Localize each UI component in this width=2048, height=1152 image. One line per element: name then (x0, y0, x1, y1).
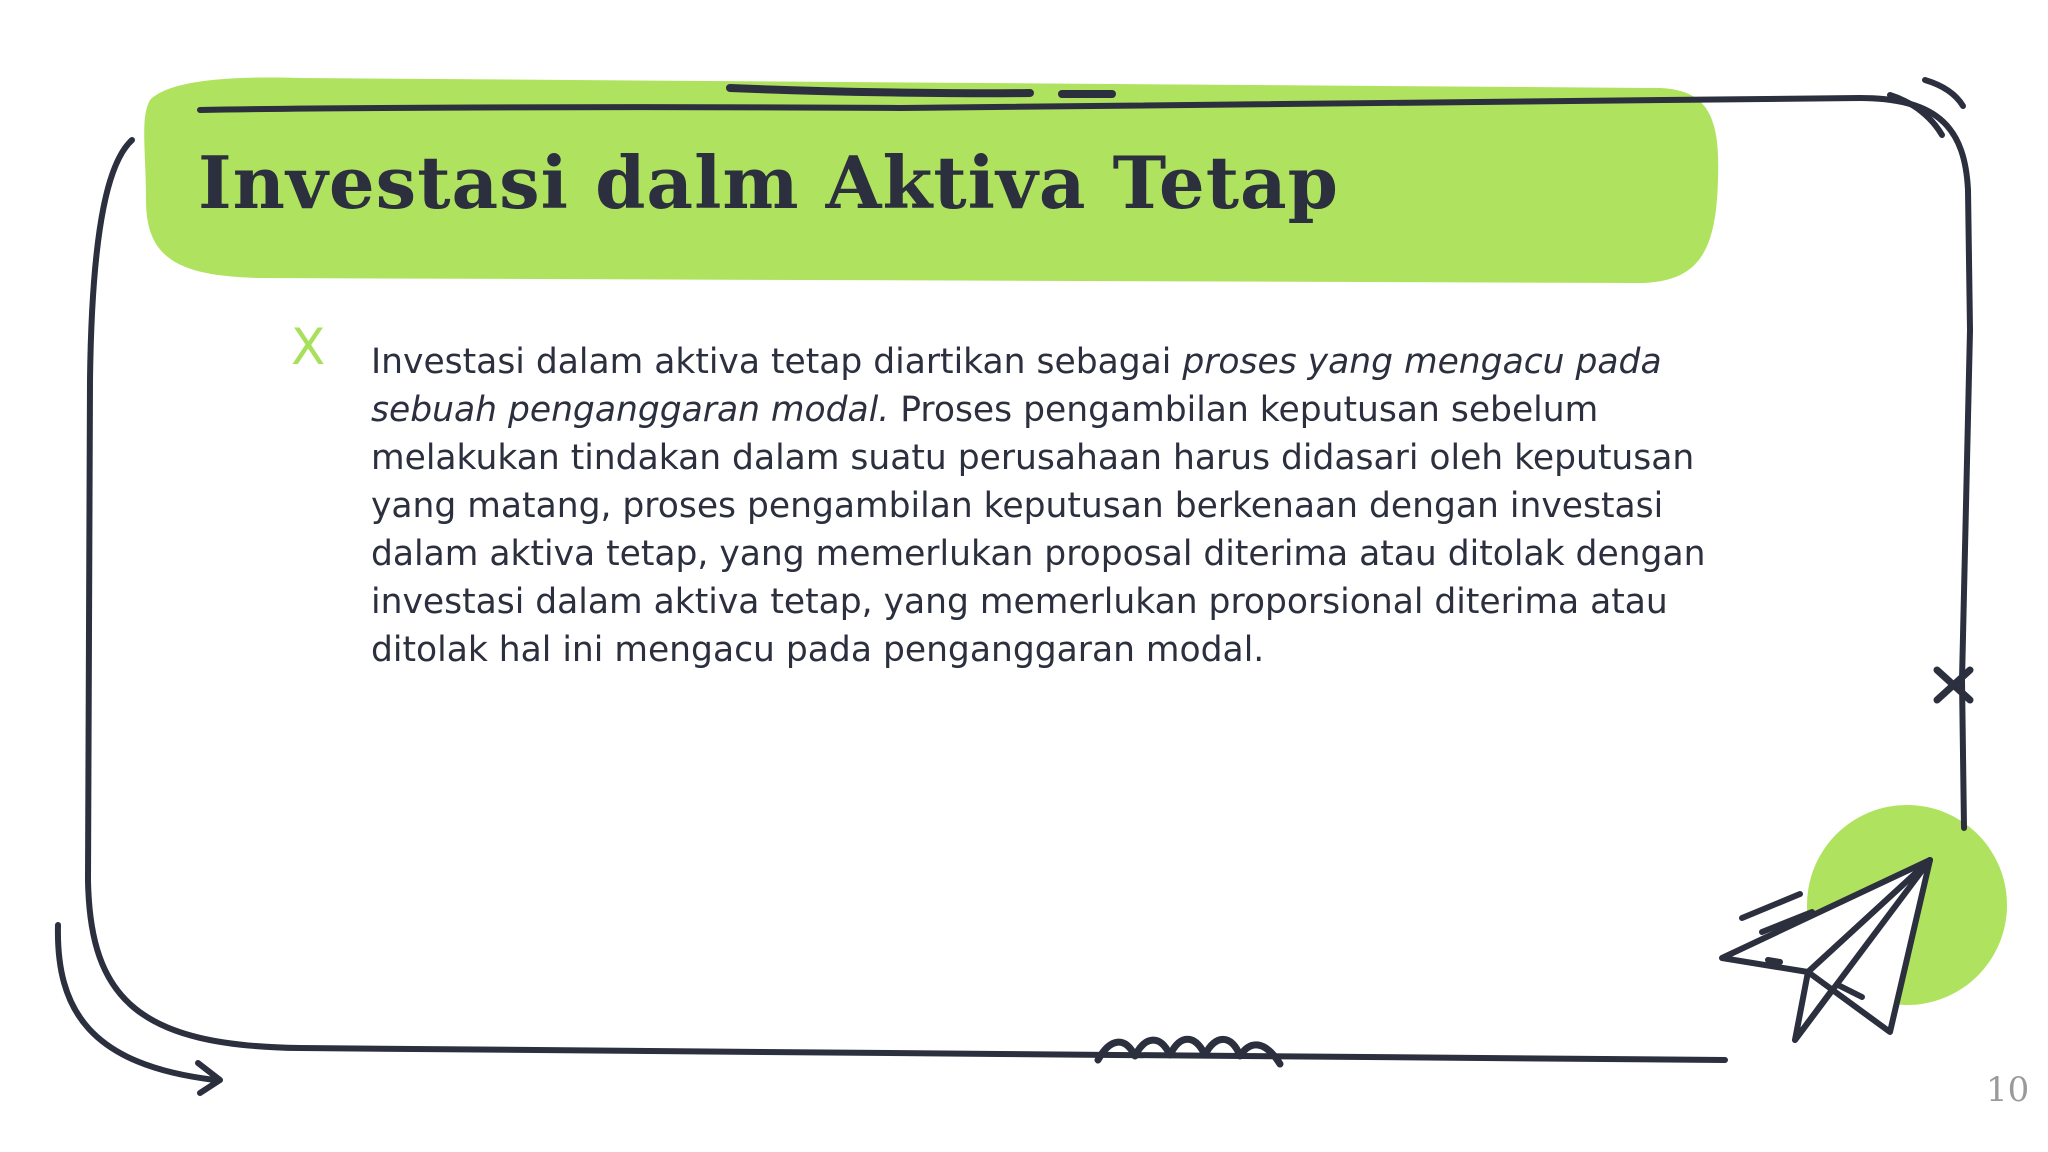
squiggle-icon (1098, 1039, 1280, 1064)
corner-mark-2 (1925, 80, 1963, 106)
body-text-segment: Proses pengambilan keputusan sebelum melakukan tindakan dalam suatu perusahaan harus didasari oleh keputusan yang matang, proses pengambilan keputusan berkenaan dengan investasi dalam aktiva tetap, yang memerlukan proposal diterima atau ditolak dengan investasi dalam aktiva tetap, yang memerlukan proporsional diterima atau ditolak hal ini mengacu pada penganggaran modal. (371, 390, 1706, 670)
bullet-marker: X (291, 318, 326, 376)
slide-title: Investasi dalm Aktiva Tetap (198, 140, 1339, 225)
body-text-italic: proses yang mengacu pada sebuah penganggaran modal. (371, 342, 1662, 430)
page-number: 10 (1986, 1070, 2030, 1110)
body-paragraph (371, 338, 1711, 674)
body-text-segment: Investasi dalam aktiva tetap diartikan sebagai (371, 342, 1183, 382)
